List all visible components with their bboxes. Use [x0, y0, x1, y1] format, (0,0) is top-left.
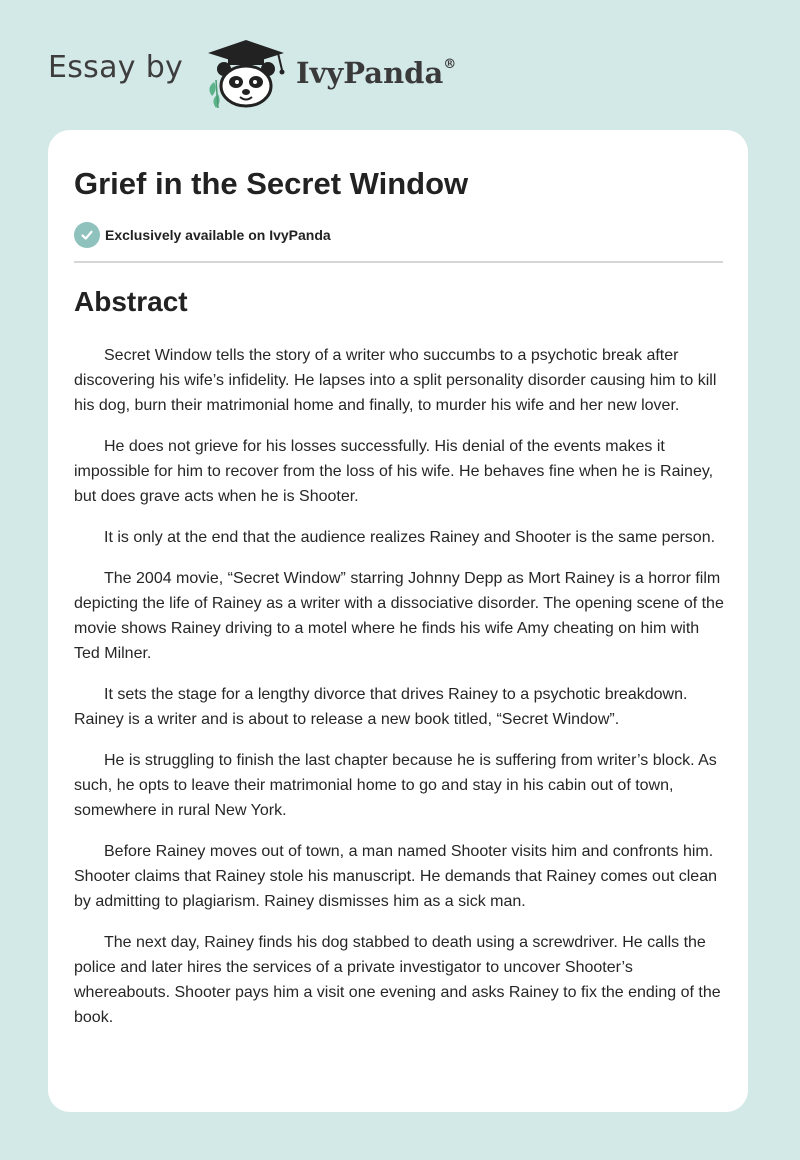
site-header: [0, 0, 800, 130]
paragraph: It is only at the end that the audience realizes Rainey and Shooter is the same person.: [104, 529, 716, 546]
panda-graduate-icon[interactable]: [200, 36, 292, 108]
paragraph: He does not grieve for his losses successfully. His denial of the events makes it impossible for him to recover from the loss of his wife. He behaves fine when he is Rainey, but does grave acts when he is Shooter.: [74, 438, 714, 505]
divider: [74, 261, 723, 263]
paragraph: It sets the stage for a lengthy divorce that drives Rainey to a psychotic breakdown. Rainey is a writer and is about to release a new book titled, “Secret Window”.: [74, 686, 688, 728]
paragraph: The next day, Rainey finds his dog stabbed to death using a screwdriver. He calls the police and later hires the services of a private investigator to uncover Shooter’s whereabouts. Shooter pays him a visit one evening and asks Rainey to fix the ending of the book.: [74, 934, 721, 1026]
paragraph: The 2004 movie, “Secret Window” starring Johnny Depp as Mort Rainey is a horror film depicting the life of Rainey as a writer with a dissociative disorder. The opening scene of the movie shows Rainey driving to a motel where he finds his wife Amy cheating on him with Ted Milner.: [74, 570, 724, 662]
essay-body: [74, 343, 724, 1046]
paragraph: Secret Window tells the story of a writer who succumbs to a psychotic break after discovering his wife’s infidelity. He lapses into a split personality disorder causing him to kill his dog, burn their matrimonial home and finally, to murder his wife and her new lover.: [74, 347, 717, 414]
paragraph: He is struggling to finish the last chapter because he is suffering from writer’s block. As such, he opts to leave their matrimonial home to go and stay in his cabin out of town, somewhere in rural New York.: [74, 752, 717, 819]
exclusive-badge: [74, 222, 331, 248]
essay-by-label: Essay by: [48, 50, 184, 85]
paragraph: Before Rainey moves out of town, a man named Shooter visits him and confronts him. Shooter claims that Rainey stole his manuscript. He demands that Rainey comes out clean by admitting to plagiarism. Rainey dismisses him as a sick man.: [74, 843, 717, 910]
essay-card: [48, 130, 748, 1112]
check-icon: [74, 222, 100, 248]
page-title: Grief in the Secret Window: [74, 166, 469, 201]
exclusive-label: Exclusively available on IvyPanda: [105, 227, 331, 243]
brand-name[interactable]: IvyPanda®: [296, 56, 457, 90]
section-heading-abstract: Abstract: [74, 286, 188, 317]
registered-mark: ®: [443, 57, 457, 73]
